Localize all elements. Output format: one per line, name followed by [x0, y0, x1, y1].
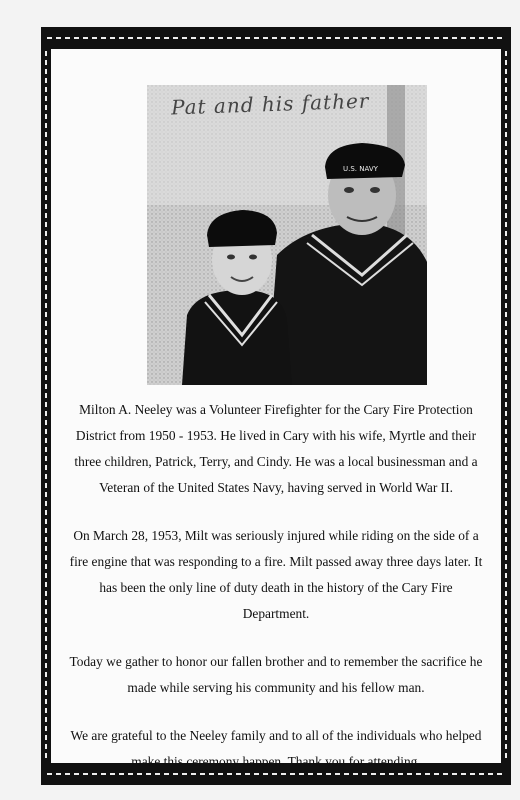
border-top-band — [41, 31, 511, 45]
paragraph-biography: Milton A. Neeley was a Volunteer Firefighter for the Cary Fire Protection District from 1950 - 1953. He lived in Cary with his wife, Myrtle and their three children, Patrick, Terry, and Cindy. He was a local businessman and a Veteran of the United States Navy, having served in World War II. — [74, 402, 478, 495]
paragraph-incident: On March 28, 1953, Milt was seriously injured while riding on the side of a fire engine that was responding to a fire. Milt passed away three days later. It has been the only line of duty death in the history of the Cary Fire Department. — [69, 528, 483, 621]
cap-band-text: U.S. NAVY — [343, 165, 378, 173]
memorial-page — [51, 49, 501, 769]
memorial-border — [41, 27, 511, 785]
border-right-dashes — [505, 51, 507, 761]
border-left-dashes — [45, 51, 47, 761]
father-son-photo — [147, 85, 427, 385]
paragraph-tribute: Today we gather to honor our fallen brother and to remember the sacrifice he made while serving his community and his fellow man. — [69, 654, 483, 695]
paragraph-thanks: We are grateful to the Neeley family and to all of the individuals who helped make this ceremony happen. Thank you for attending. — [70, 728, 482, 769]
memorial-text — [67, 397, 485, 797]
handwritten-caption: Pat and his father — [170, 88, 370, 120]
